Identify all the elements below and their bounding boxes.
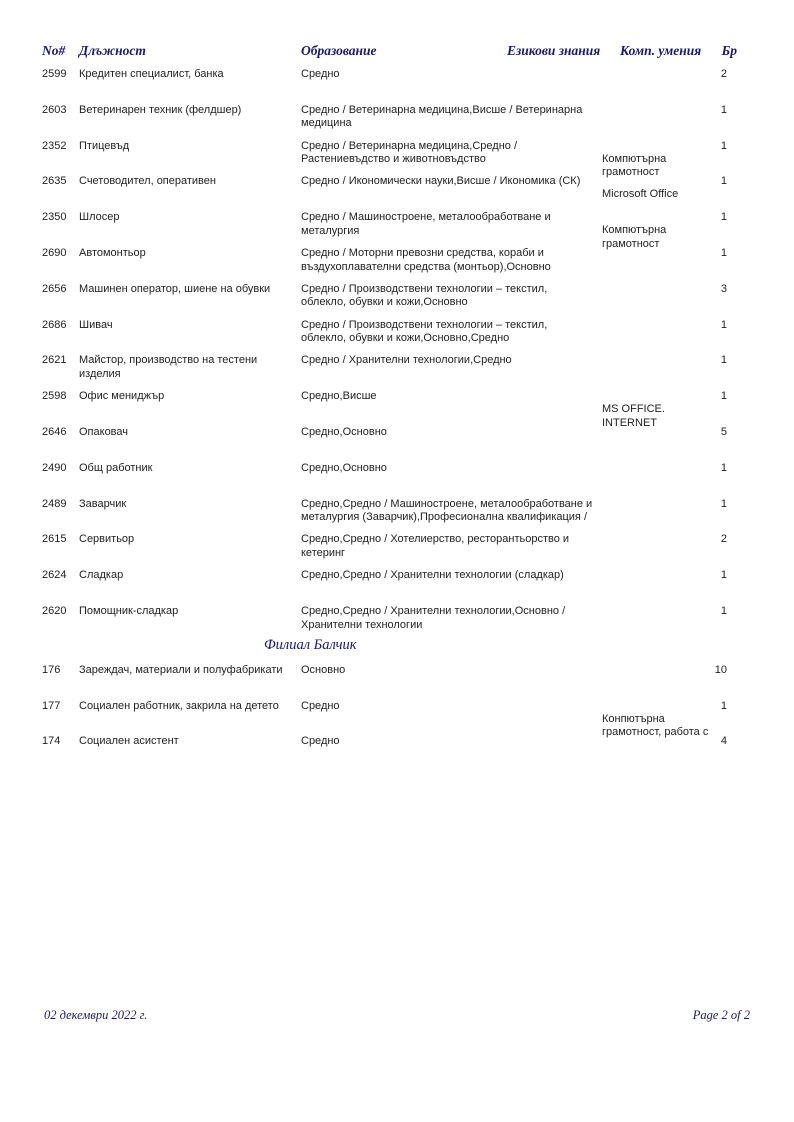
- header-languages: Езикови знания: [507, 43, 601, 58]
- cell-position: Заварчик: [79, 497, 127, 510]
- cell-education: Средно: [301, 735, 340, 748]
- cell-vacancy-no: 2599: [42, 68, 67, 80]
- cell-education: Средно / Машиностроене, металообработване и металургия: [301, 211, 551, 237]
- cell-position: Помощник-сладкар: [79, 605, 179, 617]
- cell-computer-skills: Microsoft Office: [602, 188, 679, 201]
- cell-education: Средно,Средно / Хранителни технологии (сладкар): [301, 569, 564, 582]
- cell-count: 2: [720, 68, 727, 80]
- cell-count: 1: [720, 318, 727, 331]
- header-education: Образование: [301, 43, 377, 58]
- cell-computer-skills: Конпютърна грамотност, работа с: [602, 712, 709, 739]
- header-no: No#: [42, 43, 66, 58]
- cell-position: Общ работник: [79, 461, 153, 474]
- cell-education: Средно / Ветеринарна медицина,Средно / Растениевъдство и животновъдство: [301, 139, 518, 166]
- cell-vacancy-no: 2489: [42, 497, 67, 510]
- cell-count: 1: [720, 139, 727, 152]
- cell-count: 1: [720, 103, 727, 116]
- cell-education: Средно,Средно / Хранителни технологии,Основно / Хранителни технологии: [301, 605, 566, 631]
- cell-count: 1: [720, 247, 727, 259]
- cell-position: Шлосер: [79, 211, 120, 224]
- cell-vacancy-no: 2620: [42, 605, 67, 617]
- cell-computer-skills: Компютърна грамотност: [602, 152, 667, 179]
- cell-vacancy-no: 2490: [42, 461, 67, 474]
- cell-education: Средно: [301, 68, 340, 80]
- footer-page-number: Page 2 of 2: [692, 1008, 750, 1022]
- cell-count: 1: [720, 175, 727, 188]
- cell-computer-skills: Компютърна грамотност: [602, 224, 667, 250]
- cell-count: 1: [720, 461, 727, 474]
- cell-count: 1: [720, 354, 727, 367]
- cell-education: Средно,Основно: [301, 426, 387, 438]
- cell-vacancy-no: 2615: [42, 533, 67, 546]
- cell-count: 4: [720, 735, 727, 748]
- cell-count: 1: [720, 569, 727, 582]
- cell-education: Основно: [301, 664, 346, 676]
- cell-position: Кредитен специалист, банка: [79, 68, 224, 80]
- cell-vacancy-no: 176: [42, 664, 61, 676]
- branch-section-title: Филиал Балчик: [264, 637, 357, 653]
- cell-position: Майстор, производство на тестени изделия: [79, 354, 258, 380]
- header-computer: Комп. умения: [620, 43, 702, 58]
- cell-count: 5: [720, 426, 727, 438]
- cell-position: Сервитьор: [79, 533, 135, 546]
- cell-count: 1: [720, 211, 727, 224]
- cell-education: Средно / Моторни превозни средства, кораби и въздухоплавателни средства (монтьор),Основно: [301, 247, 551, 273]
- footer-date: 02 декември 2022 г.: [44, 1008, 148, 1022]
- cell-position: Птицевъд: [79, 139, 130, 152]
- cell-vacancy-no: 2686: [42, 318, 67, 331]
- cell-count: 3: [720, 282, 727, 295]
- cell-education: Средно,Средно / Машиностроене, металообработване и металургия (Заварчик),Професионална квалификация /: [301, 497, 593, 524]
- cell-count: 1: [720, 390, 727, 403]
- cell-computer-skills: MS OFFICE. INTERNET: [602, 403, 665, 429]
- cell-position: Ветеринарен техник (фелдшер): [79, 103, 242, 116]
- cell-position: Автомонтьор: [79, 247, 146, 259]
- cell-education: Средно / Производствени технологии – текстил, облекло, обувки и кожи,Основно,Средно: [301, 318, 548, 345]
- cell-education: Средно,Средно / Хотелиерство, ресторантьорство и кетеринг: [301, 533, 570, 559]
- cell-count: 1: [720, 699, 727, 712]
- cell-position: Шивач: [79, 318, 113, 331]
- cell-education: Средно / Хранителни технологии,Средно: [301, 354, 512, 367]
- cell-position: Офис мениджър: [79, 390, 165, 403]
- cell-position: Машинен оператор, шиене на обувки: [79, 282, 271, 295]
- cell-vacancy-no: 2598: [42, 390, 67, 403]
- cell-position: Социален асистент: [79, 735, 179, 748]
- cell-count: 10: [714, 664, 727, 676]
- cell-vacancy-no: 174: [42, 735, 61, 748]
- cell-position: Счетоводител, оперативен: [79, 175, 216, 188]
- cell-position: Опаковач: [79, 426, 129, 438]
- cell-count: 1: [720, 605, 727, 617]
- cell-vacancy-no: 2352: [42, 139, 67, 152]
- cell-education: Средно,Висше: [301, 390, 377, 403]
- cell-vacancy-no: 177: [42, 699, 61, 712]
- cell-vacancy-no: 2621: [42, 354, 67, 367]
- cell-vacancy-no: 2690: [42, 247, 67, 259]
- cell-vacancy-no: 2350: [42, 211, 67, 224]
- cell-count: 1: [720, 497, 727, 510]
- cell-position: Зареждач, материали и полуфабрикати: [79, 664, 283, 676]
- header-count: Бр: [721, 43, 737, 58]
- cell-education: Средно,Основно: [301, 461, 387, 474]
- cell-vacancy-no: 2603: [42, 103, 67, 116]
- cell-vacancy-no: 2656: [42, 282, 67, 295]
- cell-vacancy-no: 2646: [42, 426, 67, 438]
- cell-vacancy-no: 2624: [42, 569, 67, 582]
- cell-education: Средно / Ветеринарна медицина,Висше / Ветеринарна медицина: [301, 103, 583, 130]
- cell-count: 2: [720, 533, 727, 546]
- cell-education: Средно / Икономически науки,Висше / Икономика (СК): [301, 175, 581, 188]
- cell-education: Средно: [301, 699, 340, 712]
- cell-education: Средно / Производствени технологии – текстил, облекло, обувки и кожи,Основно: [301, 282, 548, 309]
- cell-position: Сладкар: [79, 569, 124, 582]
- header-position: Длъжност: [79, 43, 146, 58]
- cell-vacancy-no: 2635: [42, 175, 67, 188]
- cell-position: Социален работник, закрила на детето: [79, 699, 279, 712]
